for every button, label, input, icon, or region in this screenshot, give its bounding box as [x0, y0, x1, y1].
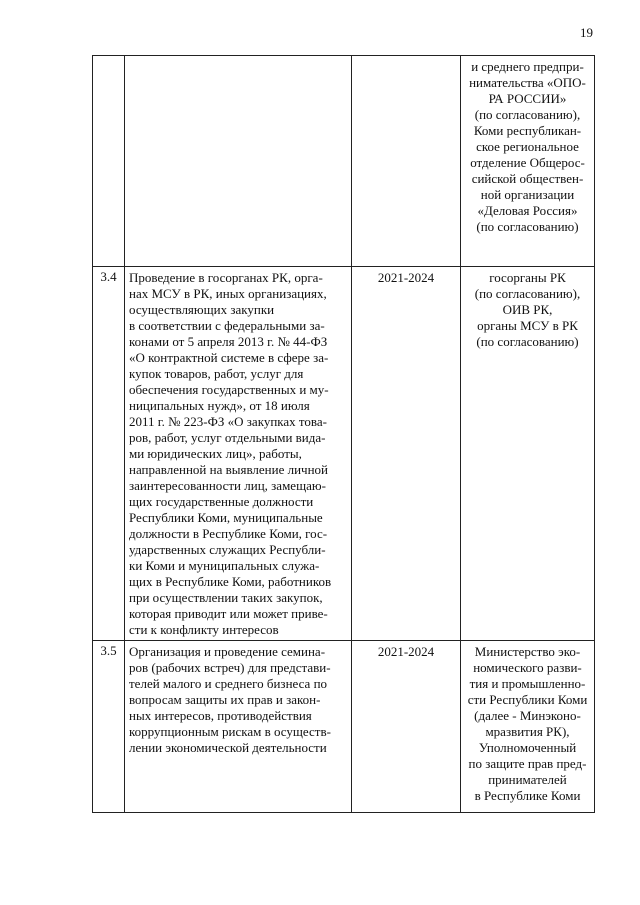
description-cell	[125, 56, 352, 267]
description-line: ки Коми и муниципальных служа-	[129, 558, 320, 573]
term-cell: 2021-2024	[352, 641, 461, 813]
description-line: должности в Республике Коми, гос-	[129, 526, 328, 541]
description-line: ных интересов, противодействия	[129, 708, 312, 723]
description-line: конами от 5 апреля 2013 г. № 44-ФЗ	[129, 334, 328, 349]
row-number-cell: 3.5	[93, 641, 125, 813]
row-number-cell: 3.4	[93, 267, 125, 641]
responsible-line: «Деловая Россия»	[477, 203, 578, 218]
description-line: щих государственные должности	[129, 494, 314, 509]
responsible-line: Уполномоченный	[478, 740, 577, 755]
description-line: в соответствии с федеральными за-	[129, 318, 325, 333]
description-line: которая приводит или может приве-	[129, 606, 328, 621]
description-line: Организация и проведение семина-	[129, 644, 326, 659]
responsible-line: отделение Общерос-	[470, 155, 585, 170]
description-line: осуществляющих закупки	[129, 302, 275, 317]
responsible-line: ское региональное	[476, 139, 579, 154]
description-cell	[125, 641, 352, 813]
description-line: Республики Коми, муниципальные	[129, 510, 323, 525]
description-line: ниципальных нужд», от 18 июля	[129, 398, 310, 413]
row-number-cell	[93, 56, 125, 267]
table-row	[93, 641, 595, 813]
responsible-line: Министерство эко-	[474, 644, 581, 659]
description-line: заинтересованности лиц, замещаю-	[129, 478, 326, 493]
description-line: ров (рабочих встреч) для представи-	[129, 660, 331, 675]
responsible-line: (далее - Минэконо-	[474, 708, 581, 723]
responsible-line: (по согласованию)	[476, 334, 579, 349]
responsible-line: нимательства «ОПО-	[469, 75, 586, 90]
description-line: вопросам защиты их прав и закон-	[129, 692, 321, 707]
responsible-line: (по согласованию)	[476, 219, 579, 234]
responsible-line: ной организации	[480, 187, 575, 202]
description-line: ударственных служащих Республи-	[129, 542, 326, 557]
responsible-line: органы МСУ в РК	[477, 318, 578, 333]
page-number: 19	[580, 25, 593, 40]
table-row	[93, 267, 595, 641]
responsible-line: (по согласованию),	[474, 107, 581, 122]
responsible-line: Коми республикан-	[473, 123, 582, 138]
description-line: нах МСУ в РК, иных организациях,	[129, 286, 327, 301]
description-cell	[125, 267, 352, 641]
description-line: обеспечения государственных и му-	[129, 382, 329, 397]
responsible-line: сти Республики Коми	[467, 692, 588, 707]
responsible-line: (по согласованию),	[474, 286, 581, 301]
responsible-line: РА РОССИИ»	[488, 91, 567, 106]
description-line: 2011 г. № 223-ФЗ «О закупках това-	[129, 414, 327, 429]
responsible-line: сийской обществен-	[471, 171, 584, 186]
responsible-line: номического разви-	[473, 660, 582, 675]
measures-table	[92, 55, 595, 813]
description-line: лении экономической деятельности	[129, 740, 327, 755]
responsible-line: ОИВ РК,	[502, 302, 553, 317]
responsible-cell	[461, 267, 595, 641]
responsible-cell	[461, 56, 595, 267]
description-line: направленной на выявление личной	[129, 462, 329, 477]
description-line: Проведение в госорганах РК, орга-	[129, 270, 323, 285]
description-line: купок товаров, работ, услуг для	[129, 366, 304, 381]
responsible-cell	[461, 641, 595, 813]
responsible-line: госорганы РК	[489, 270, 566, 285]
responsible-line: мразвития РК),	[485, 724, 570, 739]
responsible-line: в Республике Коми	[474, 788, 581, 803]
description-line: ми юридических лиц», работы,	[129, 446, 302, 461]
table-row	[93, 56, 595, 267]
responsible-line: по защите прав пред-	[468, 756, 587, 771]
description-line: сти к конфликту интересов	[129, 622, 279, 637]
term-cell	[352, 56, 461, 267]
description-line: щих в Республике Коми, работников	[129, 574, 332, 589]
responsible-line: и среднего предпри-	[471, 59, 584, 74]
description-line: телей малого и среднего бизнеса по	[129, 676, 328, 691]
description-line: ров, работ, услуг отдельными вида-	[129, 430, 326, 445]
term-cell: 2021-2024	[352, 267, 461, 641]
responsible-line: принимателей	[488, 772, 567, 787]
responsible-line: тия и промышленно-	[469, 676, 586, 691]
description-line: при осуществлении таких закупок,	[129, 590, 323, 605]
description-line: коррупционным рискам в осуществ-	[129, 724, 331, 739]
description-line: «О контрактной системе в сфере за-	[129, 350, 329, 365]
